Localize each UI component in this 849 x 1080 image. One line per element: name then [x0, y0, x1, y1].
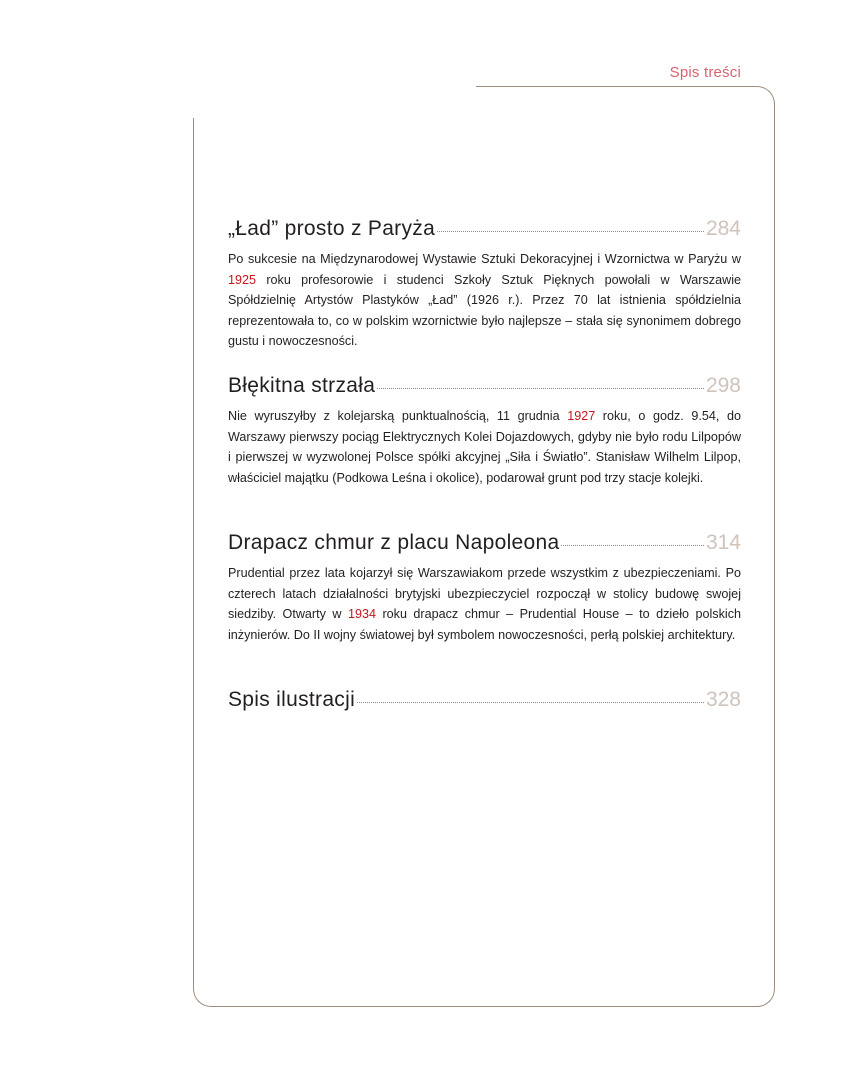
- toc-entry-page-number[interactable]: 314: [705, 531, 741, 554]
- toc-entry-title[interactable]: „Ład” prosto z Paryża: [228, 217, 436, 240]
- frame-top-line: [476, 86, 756, 87]
- frame-corner-bottom-right: [756, 988, 775, 1007]
- frame-corner-top-right: [756, 86, 775, 105]
- highlighted-year: 1925: [228, 272, 257, 287]
- toc-entry-title[interactable]: Błękitna strzała: [228, 374, 376, 397]
- description-text: roku profesorowie i studenci Szkoły Sztuk Pięknych powołali w Warszawie Spółdzielnię Artystów Plastyków „Ład” (1926 r.). Przez 70 lat istnienia spółdzielnia reprezentowała to, co w polskim wzornictwie było najlepsze – stała się synonimem dobrego gustu i nowoczesności.: [228, 272, 741, 349]
- toc-entry-description: [228, 406, 741, 488]
- description-text: roku drapacz chmur – Prudential House – to dzieło polskich inżynierów. Do II wojny światowej był symbolem nowoczesności, perłą polskiej architektury.: [228, 607, 741, 642]
- toc-entry-heading[interactable]: [228, 374, 741, 404]
- toc-entry-description: [228, 563, 741, 645]
- description-text: Nie wyruszyłby z kolejarską punktualnością, 11 grudnia: [228, 409, 568, 423]
- frame-left-line: [193, 118, 194, 990]
- toc-entry-page-number[interactable]: 284: [705, 217, 741, 240]
- highlighted-year: 1934: [347, 607, 376, 622]
- toc-entry-lad[interactable]: [228, 217, 741, 352]
- toc-entry-heading[interactable]: [228, 217, 741, 247]
- toc-entry-heading[interactable]: [228, 531, 741, 561]
- description-text: Prudential przez lata kojarzył się Warszawiakom przede wszystkim z ubezpieczeniami. Po czterech latach działalności brytyjski ubezpieczyciel rozpoczął w stolicy budowę swojej siedziby. Otwarty w: [228, 566, 741, 622]
- frame-right-line: [774, 103, 775, 989]
- dot-leader: [377, 388, 704, 389]
- toc-entry-spis-ilustracji[interactable]: [228, 688, 741, 718]
- frame-corner-bottom-left: [193, 988, 212, 1007]
- toc-entry-drapacz-chmur[interactable]: [228, 531, 741, 645]
- dot-leader: [561, 545, 703, 546]
- description-text: roku, o godz. 9.54, do Warszawy pierwszy pociąg Elektrycznych Kolei Dojazdowych, gdyby nie było rodu Lilpopów i pierwszej w wyzwolonej Polsce spółki akcyjnej „Siła i Światło”. Stanisław Wilhelm Lilpop, właściciel majątku (Podkowa Leśna i okolice), podarował grunt pod trzy stacje kolejki.: [228, 409, 741, 485]
- toc-entry-title[interactable]: Drapacz chmur z placu Napoleona: [228, 531, 560, 554]
- toc-entry-description: [228, 249, 741, 352]
- toc-entry-title[interactable]: Spis ilustracji: [228, 688, 356, 711]
- highlighted-year: 1927: [567, 409, 596, 423]
- description-text: Po sukcesie na Międzynarodowej Wystawie Sztuki Dekoracyjnej i Wzornictwa w Paryżu w: [228, 252, 741, 266]
- toc-entry-heading[interactable]: [228, 688, 741, 718]
- dot-leader: [437, 231, 704, 232]
- section-header-title: Spis treści: [669, 64, 741, 81]
- toc-entry-page-number[interactable]: 328: [705, 688, 741, 711]
- toc-entry-blekitna-strzala[interactable]: [228, 374, 741, 488]
- toc-entry-page-number[interactable]: 298: [705, 374, 741, 397]
- dot-leader: [357, 702, 704, 703]
- frame-bottom-line: [210, 1006, 759, 1007]
